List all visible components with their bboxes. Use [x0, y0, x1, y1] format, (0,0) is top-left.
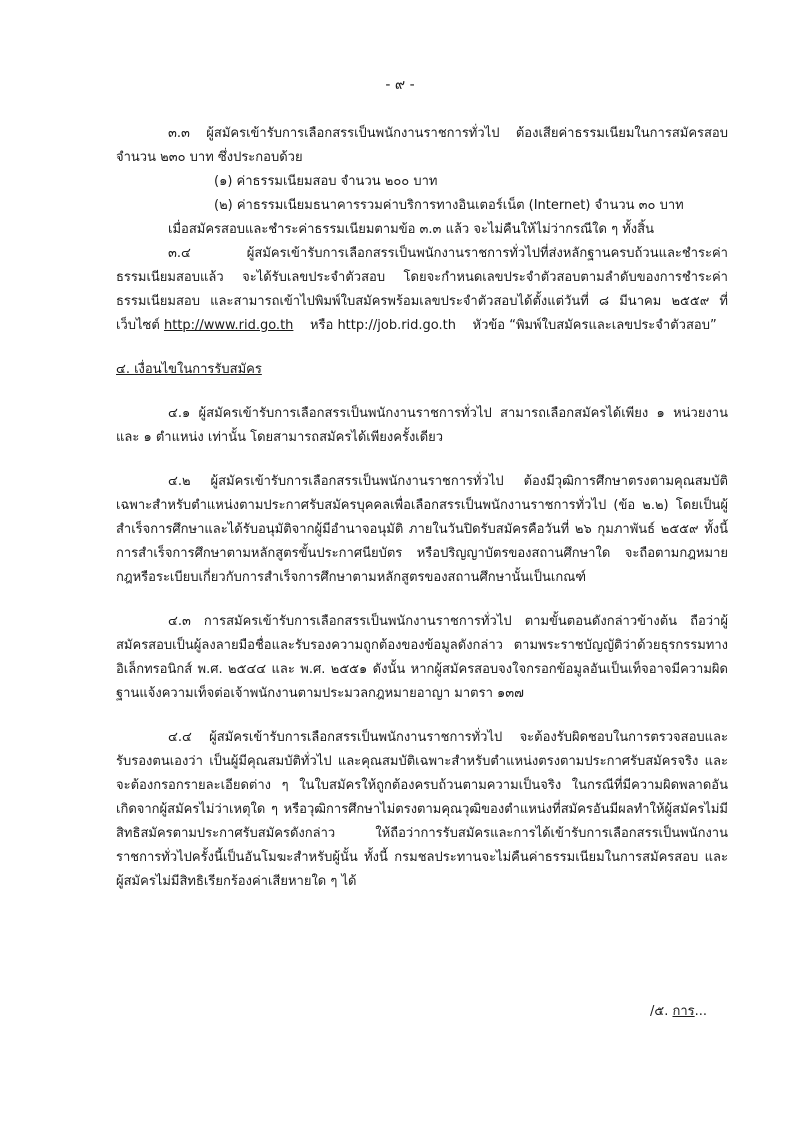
continuation-marker [650, 1000, 707, 1021]
continuation-ellipsis: ... [694, 1004, 708, 1019]
section-4-heading: ๔. เงื่อนไขในการรับสมัคร [116, 362, 262, 377]
paragraph-3-3: ๓.๓ ผู้สมัครเข้ารับการเลือกสรรเป็นพนักงานราชการทั่วไป ต้องเสียค่าธรรมเนียมในการสมัครสอบ จำนวน ๒๓๐ บาท ซึ่งประกอบด้วย [116, 126, 728, 165]
rid-website-link[interactable]: http://www.rid.go.th [163, 318, 294, 333]
document-body [116, 122, 728, 894]
paragraph-4-2: ๔.๒ ผู้สมัครเข้ารับการเลือกสรรเป็นพนักงานราชการทั่วไป ต้องมีวุฒิการศึกษาตรงตามคุณสมบัติเฉพาะสำหรับตำแหน่งตามประกาศรับสมัครบุคคลเพื่อเลือกสรรเป็นพนักงานราชการทั่วไป (ข้อ ๒.๒) โดยเป็นผู้สำเร็จการศึกษาและได้รับอนุมัติจากผู้มีอำนาจอนุมัติ ภายในวันปิดรับสมัครคือวันที่ ๒๖ กุมภาพันธ์ ๒๕๕๙ ทั้งนี้ การสำเร็จการศึกษาตามหลักสูตรขั้นประกาศนียบัตร หรือปริญญาบัตรของสถานศึกษาใด จะถือตามกฎหมาย กฎหรือระเบียบเกี่ยวกับการสำเร็จการศึกษาตามหลักสูตรของสถานศึกษานั้นเป็นเกณฑ์ [116, 474, 728, 585]
fee-item-2: (๒) ค่าธรรมเนียมธนาคารรวมค่าบริการทางอินเตอร์เน็ต (Internet) จำนวน ๓๐ บาท [214, 198, 684, 213]
paragraph-3-4-text: ๓.๔ ผู้สมัครเข้ารับการเลือกสรรเป็นพนักงานราชการทั่วไปที่ส่งหลักฐานครบถ้วนและชำระค่าธรรมเนียมสอบแล้ว จะได้รับเลขประจำตัวสอบ โดยจะกำหนดเลขประจำตัวสอบตามลำดับของการชำระค่าธรรมเนียมสอบ และสามารถเข้าไปพิมพ์ใบสมัครพร้อมเลขประจำตัวสอบได้ตั้งแต่วันที่ ๘ มีนาคม ๒๕๕๙ ที่เว็บไซต์ [116, 246, 728, 333]
fee-note: เมื่อสมัครสอบและชำระค่าธรรมเนียมตามข้อ ๓.๓ แล้ว จะไม่คืนให้ไม่ว่ากรณีใด ๆ ทั้งสิ้น [168, 222, 654, 237]
job-website-link[interactable]: http://job.rid.go.th [337, 318, 456, 333]
continuation-prefix: /๕. [650, 1004, 669, 1019]
paragraph-4-4: ๔.๔ ผู้สมัครเข้ารับการเลือกสรรเป็นพนักงานราชการทั่วไป จะต้องรับผิดชอบในการตรวจสอบและรับรองตนเองว่า เป็นผู้มีคุณสมบัติทั่วไป และคุณสมบัติเฉพาะสำหรับตำแหน่งตรงตามประกาศรับสมัครจริง และจะต้องกรอกรายละเอียดต่าง ๆ ในใบสมัครให้ถูกต้องครบถ้วนตามความเป็นจริง ในกรณีที่มีความผิดพลาดอันเกิดจากผู้สมัครไม่ว่าเหตุใด ๆ หรือวุฒิการศึกษาไม่ตรงตามคุณวุฒิของตำแหน่งที่สมัครอันมีผลทำให้ผู้สมัครไม่มีสิทธิสมัครตามประกาศรับสมัครดังกล่าว ให้ถือว่าการรับสมัครและการได้เข้ารับการเลือกสรรเป็นพนักงานราชการทั่วไปครั้งนี้เป็นอันโมฆะสำหรับผู้นั้น ทั้งนี้ กรมชลประทานจะไม่คืนค่าธรรมเนียมในการสมัครสอบ และผู้สมัครไม่มีสิทธิเรียกร้องค่าเสียหายใด ๆ ได้ [116, 730, 728, 889]
continuation-word: การ [672, 1004, 695, 1019]
paragraph-4-1: ๔.๑ ผู้สมัครเข้ารับการเลือกสรรเป็นพนักงานราชการทั่วไป สามารถเลือกสมัครได้เพียง ๑ หน่วยงาน และ ๑ ตำแหน่ง เท่านั้น โดยสามารถสมัครได้เพียงครั้งเดียว [116, 406, 728, 445]
paragraph-3-4 [116, 242, 728, 338]
paragraph-3-4-topic: หัวข้อ “พิมพ์ใบสมัครและเลขประจำตัวสอบ” [472, 318, 717, 333]
paragraph-4-3: ๔.๓ การสมัครเข้ารับการเลือกสรรเป็นพนักงานราชการทั่วไป ตามขั้นตอนดังกล่าวข้างต้น ถือว่าผู้สมัครสอบเป็นผู้ลงลายมือชื่อและรับรองความถูกต้องของข้อมูลดังกล่าว ตามพระราชบัญญัติว่าด้วยธุรกรรมทางอิเล็กทรอนิกส์ พ.ศ. ๒๕๔๔ และ พ.ศ. ๒๕๕๑ ดังนั้น หากผู้สมัครสอบจงใจกรอกข้อมูลอันเป็นเท็จอาจมีความผิดฐานแจ้งความเท็จต่อเจ้าพนักงานตามประมวลกฎหมายอาญา มาตรา ๑๓๗ [116, 614, 728, 701]
fee-item-1: (๑) ค่าธรรมเนียมสอบ จำนวน ๒๐๐ บาท [214, 174, 438, 189]
or-text: หรือ [309, 318, 334, 333]
page-number: - ๙ - [385, 77, 415, 93]
